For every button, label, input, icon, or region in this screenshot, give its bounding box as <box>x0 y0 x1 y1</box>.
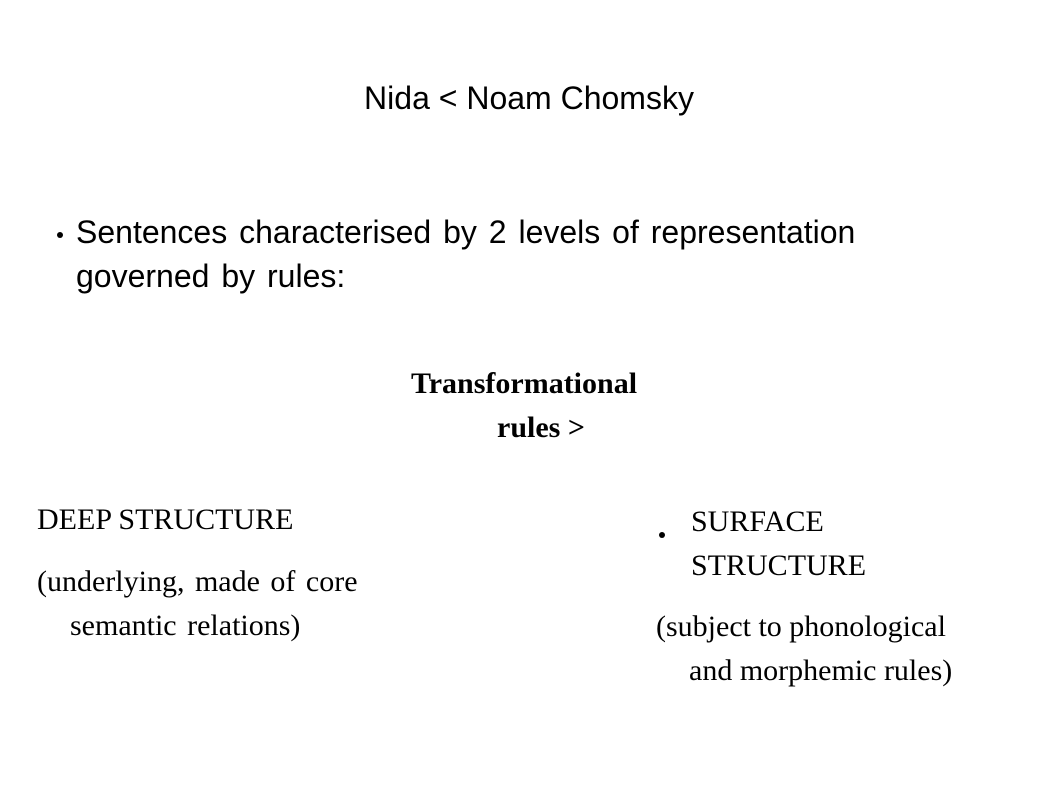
surface-desc-line-2: and morphemic rules) <box>689 654 953 687</box>
surface-title-line-1: SURFACE <box>691 505 824 538</box>
main-bullet-text <box>76 210 1006 298</box>
surface-desc-line-1: (subject to phonological <box>656 610 946 643</box>
slide-title: Nida < Noam Chomsky <box>364 80 694 116</box>
deep-desc-line-1: (underlying, made of core <box>37 565 358 598</box>
surface-structure-description <box>656 605 1036 693</box>
deep-structure-description <box>37 560 457 648</box>
transformational-line-2: rules > <box>497 411 585 444</box>
deep-desc-line-2: semantic relations) <box>70 609 301 642</box>
bullet-dot-icon <box>57 232 63 238</box>
transformational-rules-label <box>344 362 704 450</box>
surface-title-line-2: STRUCTURE <box>691 549 867 582</box>
deep-structure-heading: DEEP STRUCTURE <box>37 503 294 536</box>
main-bullet-line-1: Sentences characterised by 2 levels of representation <box>76 214 856 250</box>
transformational-line-1: Transformational <box>410 367 638 400</box>
surface-bullet-dot-icon <box>659 532 665 538</box>
main-bullet-line-2: governed by rules: <box>76 258 346 294</box>
surface-structure-heading <box>691 500 991 588</box>
